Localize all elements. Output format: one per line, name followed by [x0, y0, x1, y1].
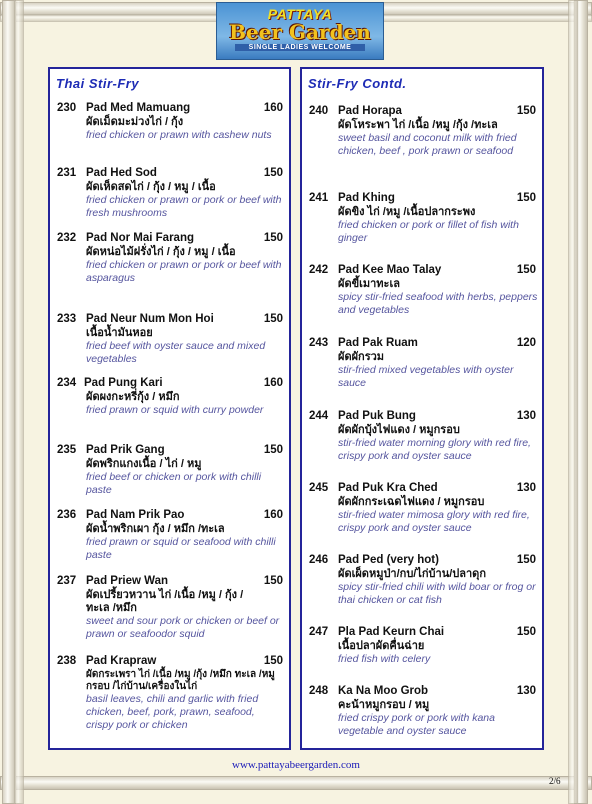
item-number: 247 — [309, 626, 329, 638]
item-thai-name: ผัดขี้เมาทะเล — [338, 278, 400, 290]
item-price: 150 — [263, 232, 283, 244]
item-name: Pad Hed Sod — [86, 167, 157, 179]
item-number: 234 — [57, 377, 77, 389]
logo-top-text: PATTAYA — [267, 6, 333, 22]
item-description: sweet and sour pork or chicken or beef or prawn or seafoodor squid — [86, 615, 280, 640]
panel-title-right: Stir-Fry Contd. — [308, 76, 407, 91]
item-description: stir-fried mixed vegetables with oyster sauce — [338, 364, 514, 389]
item-price: 150 — [516, 626, 536, 638]
item-price: 150 — [263, 313, 283, 325]
item-name: Pad Kee Mao Talay — [338, 264, 442, 276]
item-price: 150 — [263, 167, 283, 179]
menu-item — [302, 482, 542, 535]
menu-item — [302, 192, 542, 245]
item-thai-name: ผัดเม็ดมะม่วงไก่ / กุ้ง — [86, 116, 184, 128]
item-thai-name: เนื้อปลาผัดคื่นฉ่าย — [338, 640, 425, 652]
menu-panel-left — [48, 67, 291, 750]
item-description: fried chicken or prawn or pork or beef with fresh mushrooms — [86, 194, 282, 219]
item-number: 244 — [309, 410, 329, 422]
item-number: 243 — [309, 337, 329, 349]
item-number: 242 — [309, 264, 329, 276]
item-description: fried beef or chicken or pork with chilli paste — [86, 471, 262, 496]
bamboo-frame-left-inner — [14, 0, 24, 804]
item-number: 248 — [309, 685, 329, 697]
item-description: fried prawn or squid or seafood with chilli paste — [86, 536, 276, 561]
item-number: 237 — [57, 575, 77, 587]
item-price: 150 — [516, 554, 536, 566]
item-price: 130 — [516, 685, 536, 697]
page-number: 2/6 — [549, 776, 561, 786]
item-thai-name: ผัดเห็ดสดไก่ / กุ้ง / หมู / เนื้อ — [86, 181, 216, 193]
item-number: 238 — [57, 655, 77, 667]
item-thai-name: ผัดผักบุ้งไฟแดง / หมูกรอบ — [338, 424, 460, 436]
menu-item — [50, 509, 289, 562]
menu-panel-right — [300, 67, 544, 750]
item-thai-name: ผัดผักกระเฉดไฟแดง / หมูกรอบ — [338, 496, 485, 508]
website-link[interactable]: www.pattayabeergarden.com — [232, 759, 360, 771]
item-price: 130 — [516, 410, 536, 422]
bamboo-frame-bottom — [0, 776, 592, 790]
item-description: stir-fried water mimosa glory with red fire, crispy pork and oyster sauce — [338, 509, 530, 534]
item-name: Pad Krapraw — [86, 655, 157, 667]
item-description: basil leaves, chili and garlic with fried chicken, beef, pork, prawn, seafood, crispy pork or chicken — [86, 693, 259, 731]
item-thai-name: ผัดเผ็ดหมูป่า/กบ/ไก่บ้าน/ปลาดุก — [338, 568, 486, 580]
item-number: 246 — [309, 554, 329, 566]
menu-item — [302, 685, 542, 738]
item-description: spicy stir-fried seafood with herbs, peppers and vegetables — [338, 291, 538, 316]
item-description: fried beef with oyster sauce and mixed vegetables — [86, 340, 266, 365]
item-name: Pad Nam Prik Pao — [86, 509, 185, 521]
menu-item — [50, 232, 289, 285]
menu-item — [302, 626, 542, 666]
item-thai-name: ผัดกระเพรา ไก่ /เนื้อ /หมู /กุ้ง /หมึก ทะเล /หมูกรอบ /ไก่บ้าน/เครื่องในไก่ — [86, 669, 275, 692]
item-name: Pla Pad Keurn Chai — [338, 626, 445, 638]
pattaya-beer-garden-logo — [216, 2, 384, 60]
item-description: sweet basil and coconut milk with fried chicken, beef , pork prawn or seafood — [338, 132, 517, 157]
item-price: 120 — [516, 337, 536, 349]
menu-item — [302, 337, 542, 390]
item-thai-name: ผัดหน่อไม้ฝรั่งไก่ / กุ้ง / หมู / เนื้อ — [86, 246, 236, 258]
item-number: 232 — [57, 232, 77, 244]
item-name: Pad Prik Gang — [86, 444, 165, 456]
menu-item — [50, 575, 289, 641]
item-description: fried chicken or pork or fillet of fish with ginger — [338, 219, 519, 244]
menu-item — [50, 167, 289, 220]
panel-title-left: Thai Stir-Fry — [56, 76, 140, 91]
item-name: Ka Na Moo Grob — [338, 685, 429, 697]
item-number: 233 — [57, 313, 77, 325]
menu-item — [50, 655, 289, 732]
item-price: 160 — [263, 377, 283, 389]
item-thai-name: ผัดน้ำพริกเผา กุ้ง / หมึก /ทะเล — [86, 523, 225, 535]
menu-item — [302, 554, 542, 607]
item-number: 245 — [309, 482, 329, 494]
item-price: 150 — [263, 575, 283, 587]
item-name: Pad Nor Mai Farang — [86, 232, 194, 244]
item-description: fried crispy pork or pork with kana vegetable and oyster sauce — [338, 712, 495, 737]
item-name: Pad Neur Num Mon Hoi — [86, 313, 214, 325]
item-price: 150 — [516, 264, 536, 276]
item-name: Pad Pak Ruam — [338, 337, 418, 349]
item-number: 231 — [57, 167, 77, 179]
item-price: 150 — [263, 444, 283, 456]
item-name: Pad Pung Kari — [84, 377, 163, 389]
item-name: Pad Puk Kra Ched — [338, 482, 438, 494]
item-number: 236 — [57, 509, 77, 521]
item-thai-name: ผัดผักรวม — [338, 351, 385, 363]
item-thai-name: ผัดผงกะหรี่กุ้ง / หมึก — [86, 391, 180, 403]
bamboo-frame-right-inner — [568, 0, 578, 804]
item-name: Pad Puk Bung — [338, 410, 416, 422]
item-thai-name: เนื้อน้ำมันหอย — [86, 327, 153, 339]
item-price: 160 — [263, 509, 283, 521]
item-price: 130 — [516, 482, 536, 494]
item-number: 241 — [309, 192, 329, 204]
menu-item — [50, 377, 289, 417]
item-thai-name: ผัดเปรี้ยวหวาน ไก่ /เนื้อ /หมู / กุ้ง /ทะเล /หมึก — [86, 589, 244, 614]
logo-sub-text: SINGLE LADIES WELCOME — [235, 44, 365, 51]
item-number: 240 — [309, 105, 329, 117]
item-name: Pad Med Mamuang — [86, 102, 191, 114]
item-description: fried fish with celery — [338, 653, 431, 665]
menu-item — [302, 105, 542, 158]
item-name: Pad Priew Wan — [86, 575, 169, 587]
item-thai-name: ผัดขิง ไก่ /หมู /เนื้อปลากระพง — [338, 206, 476, 218]
menu-item — [50, 313, 289, 366]
item-thai-name: คะน้าหมูกรอบ / หมู — [338, 699, 430, 711]
item-description: fried chicken or prawn or pork or beef with asparagus — [86, 259, 282, 284]
item-description: spicy stir-fried chili with wild boar or frog or thai chicken or cat fish — [338, 581, 536, 606]
item-description: stir-fried water morning glory with red fire, crispy pork and oyster sauce — [338, 437, 531, 462]
item-description: fried prawn or squid with curry powder — [86, 404, 264, 416]
item-thai-name: ผัดพริกแกงเนื้อ / ไก่ / หมู — [86, 458, 202, 470]
item-price: 160 — [263, 102, 283, 114]
menu-item — [50, 102, 289, 142]
item-number: 230 — [57, 102, 77, 114]
menu-item — [50, 444, 289, 497]
item-description: fried chicken or prawn with cashew nuts — [86, 129, 272, 141]
item-name: Pad Ped (very hot) — [338, 554, 439, 566]
item-thai-name: ผัดโหระพา ไก่ /เนื้อ /หมู /กุ้ง /ทะเล — [338, 119, 498, 131]
item-price: 150 — [516, 192, 536, 204]
item-price: 150 — [516, 105, 536, 117]
item-name: Pad Horapa — [338, 105, 402, 117]
logo-main-text: Beer Garden — [229, 20, 371, 44]
menu-item — [302, 264, 542, 317]
item-name: Pad Khing — [338, 192, 395, 204]
menu-item — [302, 410, 542, 463]
item-price: 150 — [263, 655, 283, 667]
item-number: 235 — [57, 444, 77, 456]
